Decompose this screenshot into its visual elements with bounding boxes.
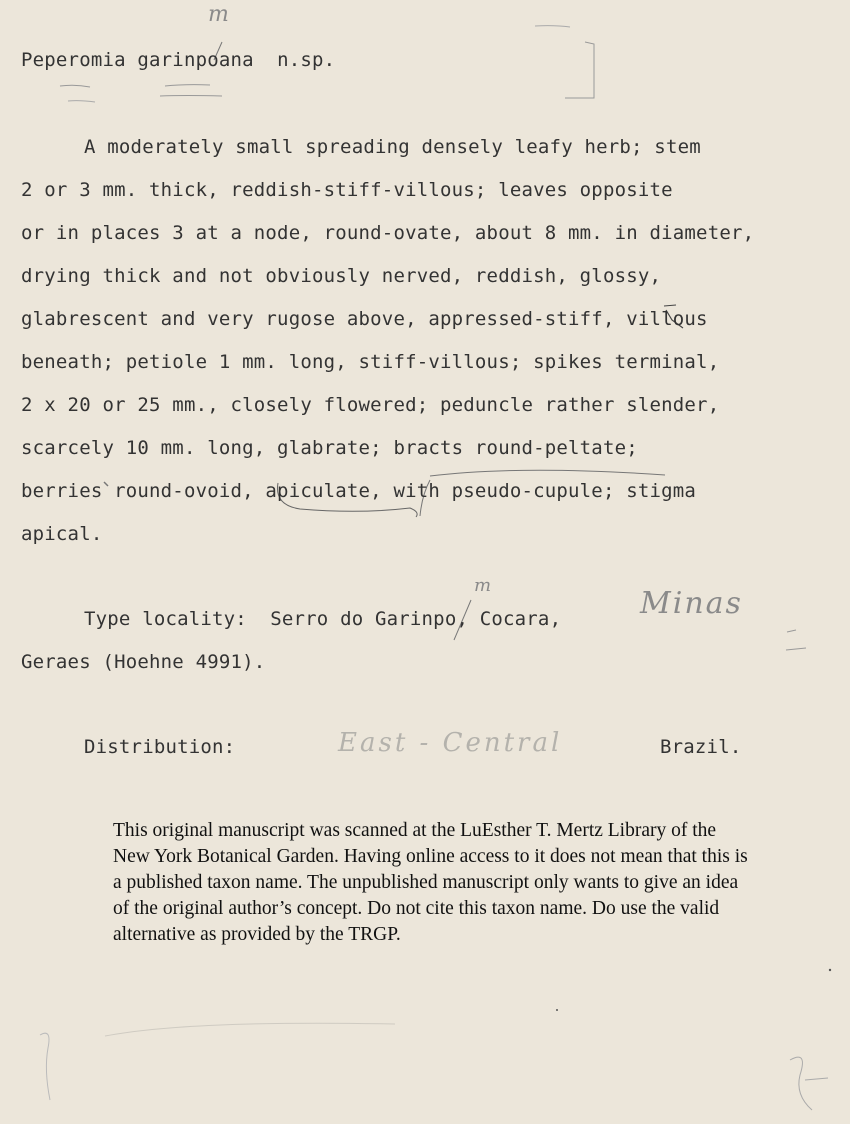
pencil-underline [160, 96, 222, 97]
species-status: n.sp. [277, 49, 336, 71]
description-line: 2 or 3 mm. thick, reddish-stiff-villous; leaves opposite [21, 179, 673, 201]
distribution-label: Distribution: [84, 736, 236, 758]
description-line: A moderately small spreading densely leafy herb; stem [84, 136, 701, 158]
description-line: beneath; petiole 1 mm. long, stiff-villous; spikes terminal, [21, 351, 720, 373]
title-line [21, 49, 335, 71]
species-name: Peperomia garinpoana [21, 49, 254, 71]
description-line: apical. [21, 523, 103, 545]
faint-pencil-scribble [105, 1023, 395, 1036]
pencil-bracket [565, 42, 594, 98]
pencil-mark [535, 26, 570, 27]
faint-pencil-mark [40, 1033, 50, 1100]
description-line: berries round-ovoid, apiculate, with pseudo-cupule; stigma [21, 480, 697, 502]
description-line: glabrescent and very rugose above, appressed-stiff, villous [21, 308, 708, 330]
type-locality-line-2: Geraes (Hoehne 4991). [21, 651, 266, 673]
description-line: drying thick and not obviously nerved, reddish, glossy, [21, 265, 662, 287]
pencil-mark [786, 630, 806, 650]
speck [829, 969, 831, 971]
library-notice: This original manuscript was scanned at the LuEsther T. Mertz Library of the New York Botanical Garden. Having online access to it does not mean that this is a published taxon name. The unpublished manuscript only wants to give an idea of the original author’s concept. Do not cite this taxon name. Do use the valid alternative as provided by the TRGP. [113, 820, 748, 945]
type-locality-text: Serro do Garinpo, Cocara, [270, 608, 562, 630]
pencil-underline [68, 101, 95, 102]
handwritten-minas: Minas [640, 586, 743, 621]
type-locality-label: Type locality: [84, 608, 247, 630]
pencil-underline [60, 85, 90, 87]
handwritten-m-locality: m [474, 575, 492, 596]
speck [556, 1009, 558, 1011]
handwritten-distribution: East - Central [338, 728, 563, 758]
description-line: scarcely 10 mm. long, glabrate; bracts round-peltate; [21, 437, 638, 459]
type-locality-line [84, 598, 561, 641]
description-line: 2 x 20 or 25 mm., closely flowered; peduncle rather slender, [21, 394, 720, 416]
pencil-mark-g [790, 1057, 828, 1110]
distribution-country: Brazil. [660, 736, 742, 758]
pencil-underline [165, 85, 210, 86]
handwritten-m-title: m [208, 2, 229, 27]
description-line: or in places 3 at a node, round-ovate, about 8 mm. in diameter, [21, 222, 755, 244]
